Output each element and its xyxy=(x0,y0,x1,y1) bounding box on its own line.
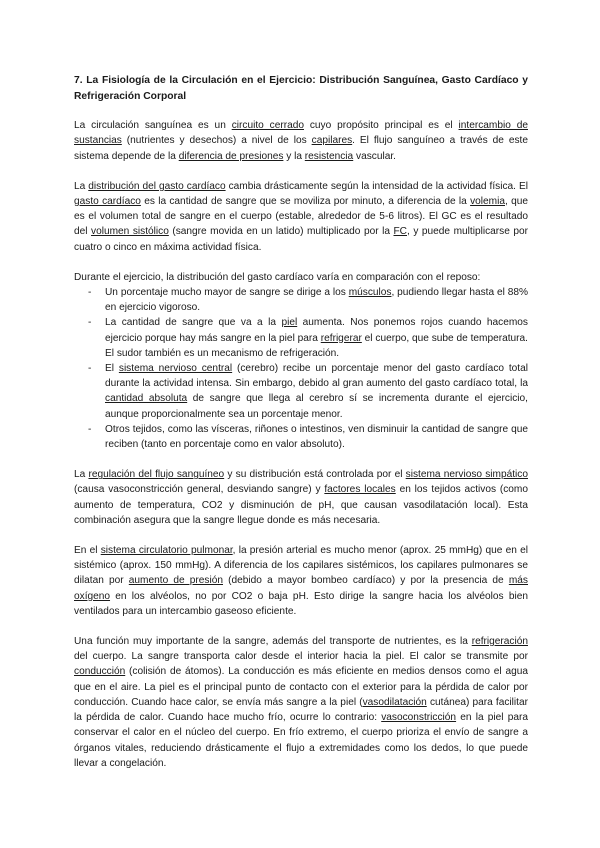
underlined-term: distribución del gasto cardíaco xyxy=(88,180,226,192)
underlined-term: vasoconstricción xyxy=(381,712,457,724)
paragraphs-after xyxy=(74,467,528,771)
paragraph: Durante el ejercicio, la distribución del gasto cardíaco varía en comparación con el reposo: xyxy=(74,271,481,283)
underlined-term: factores locales xyxy=(324,484,396,496)
paragraph: La circulación sanguínea es un circuito cerrado cuyo propósito principal es el intercambio de sustancias (nutrientes y desechos) a nivel de los capilares. El flujo sanguíneo a través de este sistema depende de la diferencia de presiones y la resistencia vascular. xyxy=(74,120,529,162)
underlined-term: aumento de presión xyxy=(128,575,223,587)
dash-bullet: - xyxy=(88,317,92,329)
underlined-term: sistema nervioso simpático xyxy=(405,469,528,481)
underlined-term: volumen sistólico xyxy=(91,226,169,238)
list-item-text: El sistema nervioso central (cerebro) recibe un porcentaje menor del gasto cardíaco total durante la actividad intensa. Sin embargo, debido al gran aumento del gasto cardíaco total, la cantidad absoluta de sangre que llega al cerebro sí se incrementa durante el ejercicio, aunque proporcionalmente sea un porcentaje menor. xyxy=(105,363,529,420)
dash-bullet: - xyxy=(88,287,92,299)
underlined-term: piel xyxy=(281,317,298,329)
underlined-term: FC xyxy=(393,226,407,238)
paragraph: La distribución del gasto cardíaco cambia drásticamente según la intensidad de la actividad física. El gasto cardíaco es la cantidad de sangre que se moviliza por minuto, a diferencia de la volemia, que es el volumen total de sangre en el cuerpo (estable, alrededor de 5-6 litros). El GC es el resultado del volumen sistólico (sangre movida en un latido) multiplicado por la FC, y puede multiplicarse por cuatro o cinco en máxima actividad física. xyxy=(74,180,528,253)
list-item-text: Otros tejidos, como las vísceras, riñones o intestinos, ven disminuir la cantidad de sangre que reciben (tanto en porcentaje como en valor absoluto). xyxy=(105,423,528,451)
list-item-text: La cantidad de sangre que va a la piel aumenta. Nos ponemos rojos cuando hacemos ejercicio porque hay más sangre en la piel para refrigerar el cuerpo, que sube de temperatura. El sudor también es un mecanismo de refrigeración. xyxy=(105,317,528,359)
underlined-term: resistencia xyxy=(304,150,354,162)
list-item xyxy=(88,422,528,452)
underlined-term: regulación del flujo sanguíneo xyxy=(88,469,225,481)
underlined-term: capilares xyxy=(311,135,353,147)
underlined-term: intercambio de sustancias xyxy=(74,120,528,147)
underlined-term: diferencia de presiones xyxy=(178,150,284,162)
underlined-term: más oxígeno xyxy=(74,575,528,602)
list-item xyxy=(88,361,529,422)
bullet-list xyxy=(74,285,528,452)
dash-bullet: - xyxy=(88,363,92,375)
underlined-term: refrigerar xyxy=(320,332,362,344)
paragraph: En el sistema circulatorio pulmonar, la presión arterial es mucho menor (aprox. 25 mmHg) que en el sistémico (aprox. 150 mmHg). A diferencia de los capilares sistémicos, los capilares pulmonares se dilatan por aumento de presión (debido a mayor bombeo cardíaco) y por la presencia de más oxígeno en los alvéolos, no por CO2 o baja pH. Esto dirige la sangre hacia los alvéolos bien ventilados para un intercambio gaseoso eficiente. xyxy=(74,545,528,617)
paragraph: La regulación del flujo sanguíneo y su distribución está controlada por el sistema nervioso simpático (causa vasoconstricción general, desviando sangre) y factores locales en los tejidos activos (como aumento de temperatura, CO2 y disminución de pH, que causan vasodilatación local). Esta combinación asegura que la sangre llegue donde es más necesaria. xyxy=(74,469,528,526)
paragraphs-before xyxy=(74,118,528,285)
underlined-term: volemia xyxy=(470,196,505,207)
underlined-term: conducción xyxy=(74,666,126,678)
underlined-term: vasodilatación xyxy=(362,696,427,708)
dash-bullet: - xyxy=(88,423,92,435)
underlined-term: gasto cardíaco xyxy=(74,196,141,207)
underlined-term: cantidad absoluta xyxy=(105,393,188,405)
list-item xyxy=(88,315,528,361)
underlined-term: músculos xyxy=(348,287,392,299)
section-heading: 7. La Fisiología de la Circulación en el Ejercicio: Distribución Sanguínea, Gasto Cardíaco y Refrigeración Corporal xyxy=(74,75,528,102)
list-item-text: Un porcentaje mucho mayor de sangre se dirige a los músculos, pudiendo llegar hasta el 88% en ejercicio vigoroso. xyxy=(105,287,528,314)
paragraph: Una función muy importante de la sangre, además del transporte de nutrientes, es la refrigeración del cuerpo. La sangre transporta calor desde el interior hacia la piel. El calor se transmite por conducción (colisión de átomos). La conducción es más eficiente en medios densos como el agua que en el aire. La piel es el principal punto de contacto con el exterior para la pérdida de calor por conducción. Cuando hace calor, se envía más sangre a la piel (vasodilatación cutánea) para facilitar la pérdida de calor. Cuando hace mucho frío, ocurre lo contrario: vasoconstricción en la piel para conservar el calor en el núcleo del cuerpo. En frío extremo, el cuerpo prioriza el envío de sangre a órganos vitales, reduciendo drásticamente el flujo a extremidades como los dedos, lo que puede llevar a congelación. xyxy=(74,636,528,769)
underlined-term: refrigeración xyxy=(471,636,528,648)
underlined-term: circuito cerrado xyxy=(231,120,304,132)
underlined-term: sistema circulatorio pulmonar xyxy=(100,545,233,557)
underlined-term: sistema nervioso central xyxy=(118,363,233,375)
list-item xyxy=(88,285,528,315)
